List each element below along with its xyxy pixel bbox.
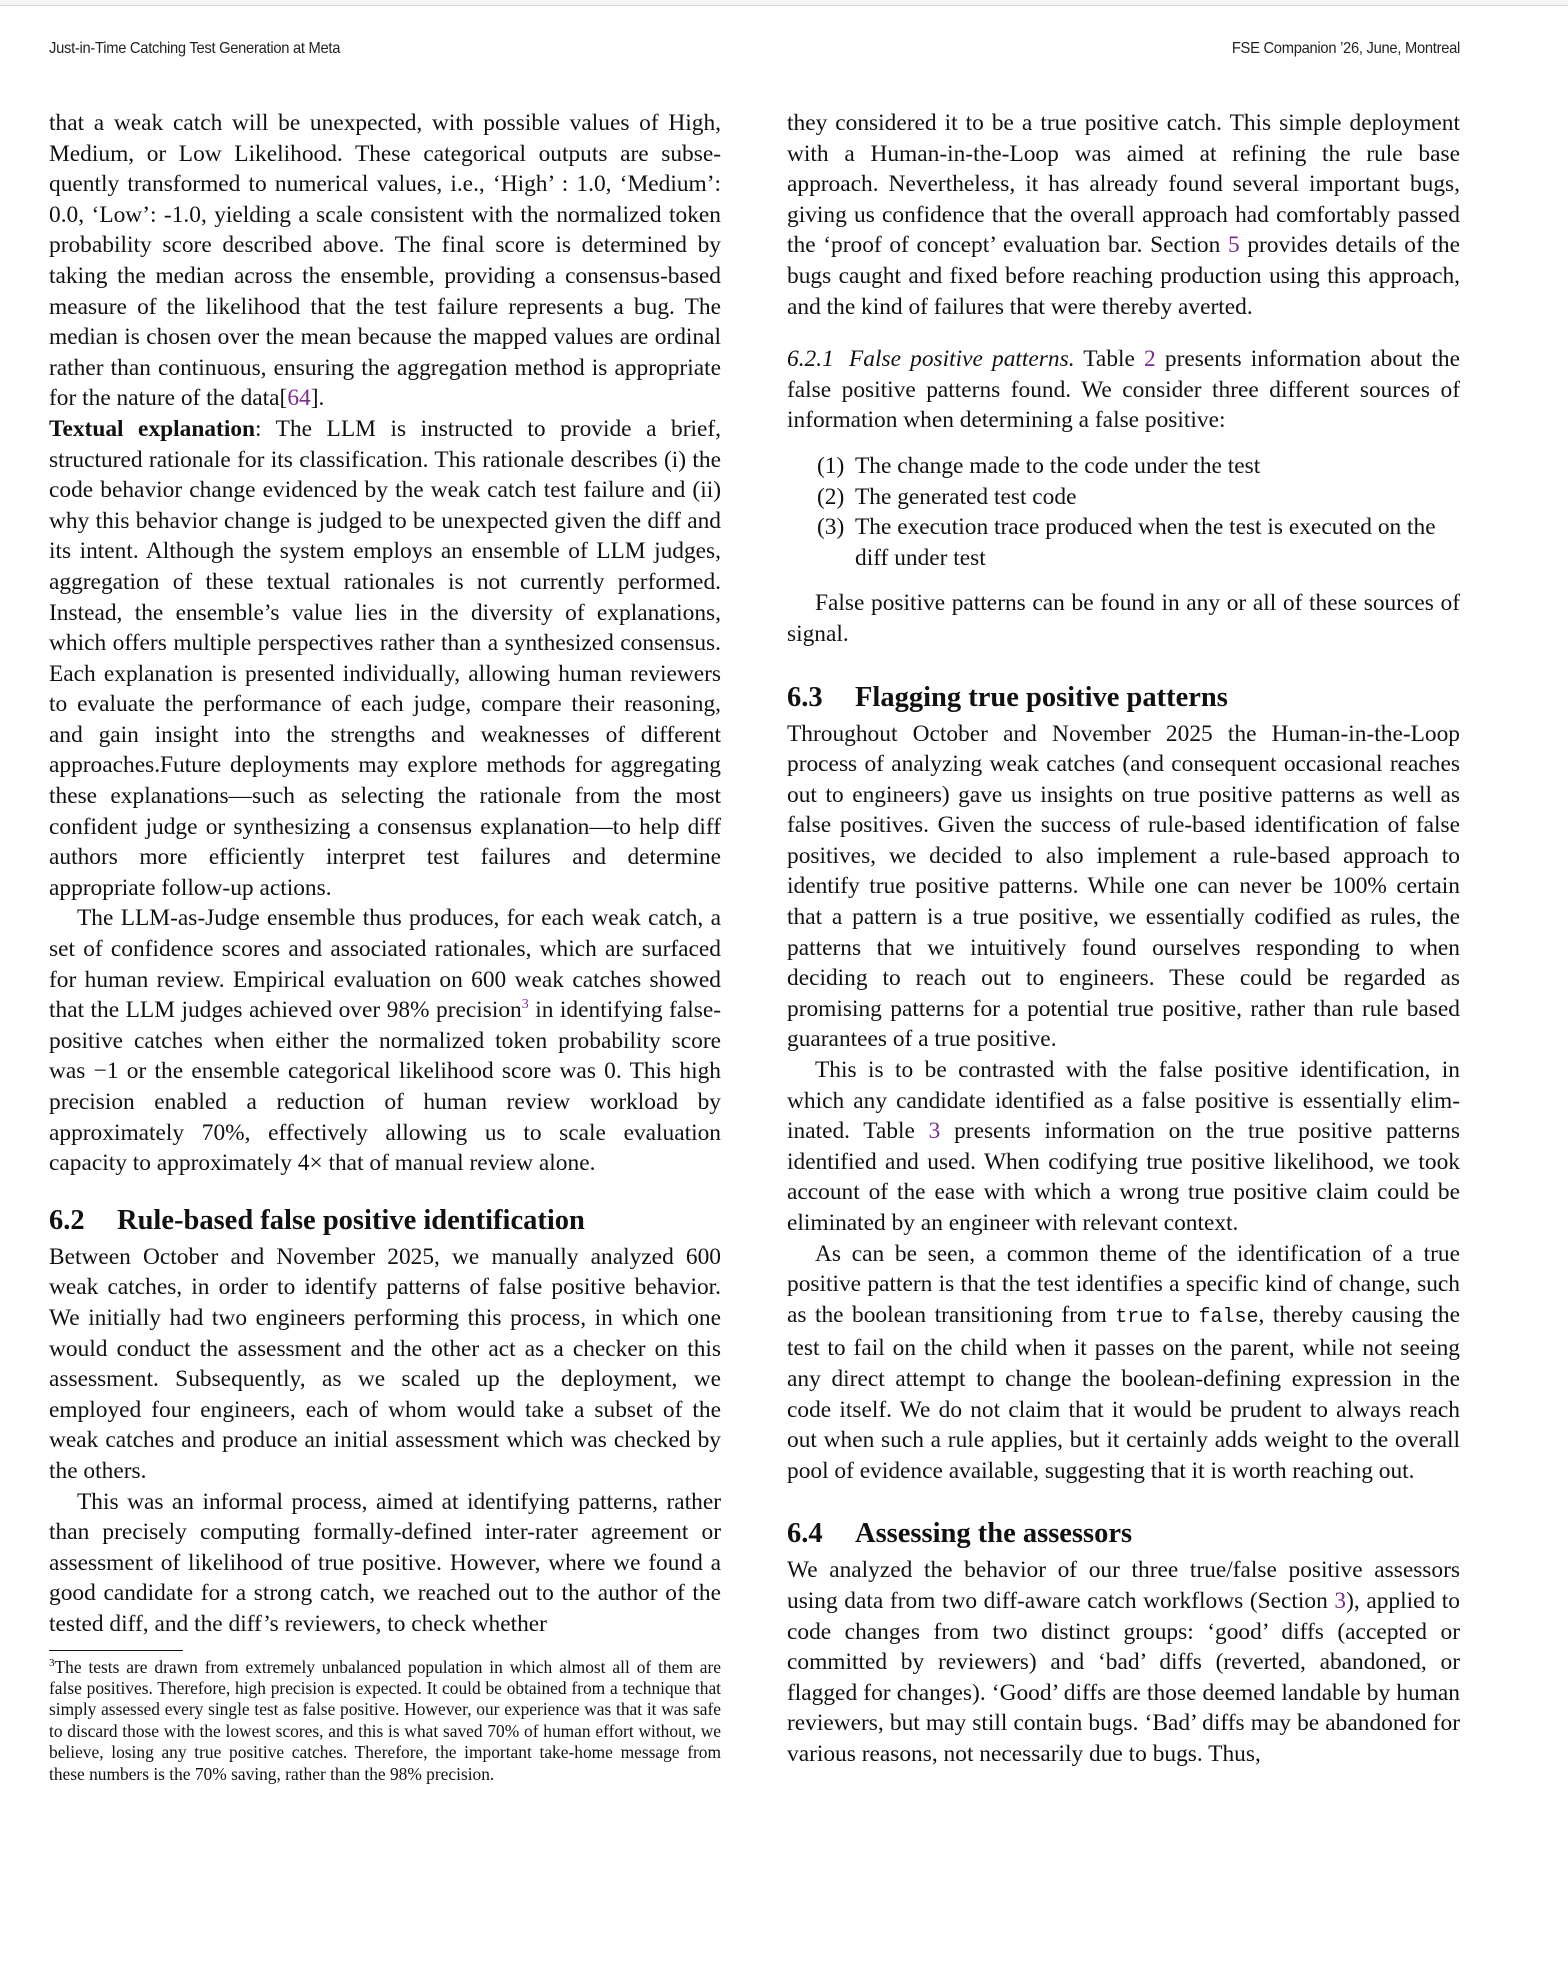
footnote-mark: 3 <box>49 1656 55 1669</box>
paragraph-human-in-the-loop: Throughout October and November 2025 the Human-in-the-Loop process of analyzing weak catches (and consequent occasional reaches out to engineers) gave us insights on true positive patterns as well as false positives. Given the success of rule-based identification of false positives, we decided to also implement a rule-based approach to identify true positive patterns. While one can never be 100% certain that a pattern is a true positive, we essentially codified as rules, the patterns that we intuitively found ourselves responding to when deciding to reach out to engineers. These could be regarded as promising patterns for a potential true positive, rather than rule based guarantees of a true positive. <box>787 720 1460 1053</box>
paragraph-ensemble <box>49 903 721 1178</box>
list-item <box>787 512 1460 573</box>
section-ref-link[interactable]: 5 <box>1227 232 1240 259</box>
section-number: 6.3 <box>787 681 823 713</box>
section-number: 6.4 <box>787 1518 823 1550</box>
paragraph-text: they considered it to be a true positive catch. This simple deployment with a Human-in-the-Loop was aimed at refining the rule base approach. Nevertheless, it has already found several important bugs, giving us confidence that the overall approach had comfortably passed the ‘proof of concept’ evaluation bar. Section <box>787 110 1460 259</box>
paragraph-text: We analyzed the behavior of our three true/false positive assessors using data from two diff-aware catch workflows (Section <box>787 1557 1460 1614</box>
paragraph-informal-process: This was an informal process, aimed at identifying patterns, rather than precisely computing formally-defined inter-rater agreement or assessment of likelihood of true positive. However, where we found a good candidate for a strong catch, we reached out to the author of the tested diff, and the diff’s reviewers, to check whether <box>49 1488 721 1637</box>
list-item-text: The generated test code <box>855 483 1077 510</box>
table-ref-link[interactable]: 2 <box>1144 346 1156 373</box>
inline-code: true <box>1115 1305 1164 1329</box>
section-heading-6-2 <box>49 1203 721 1239</box>
footnote-ref-link[interactable]: 3 <box>521 997 529 1013</box>
inline-code: false <box>1198 1305 1259 1329</box>
list-marker: (3) <box>817 514 845 541</box>
paragraph-text: ]. <box>310 385 325 412</box>
paragraph-text: : The LLM is instructed to provide a brief, structured rationale for its classification. This rationale describes (i) the code behavior change evidenced by the weak catch test failure and (ii) why this behavior change is judged to be unexpected given the diff and its intent. Although the system employs an ensemble of LLM judges, aggregation of these textual rationales is not currently performed. Instead, the ensemble’s value lies in the diversity of explanations, which offers multiple perspectives rather than a synthesized consensus. Each explanation is presented individually, allowing human reviewers to evaluate the performance of each judge, compare their reasoning, and gain insight into the strengths and weaknesses of different approaches.Future deployments may explore methods for aggregating these explanations—such as selecting the rationale from the most confident judge or synthesizing a consensus explanation—to help diff authors more efficiently interpret test failures and determine appropriate follow-up actions. <box>49 415 721 901</box>
paragraph-text: Table <box>1074 346 1145 373</box>
information-sources-list <box>787 451 1460 573</box>
paragraph-text: This is to be contrasted with the false positive identification, in which any candidate identified as a false positive is essentially eliminated. Table <box>787 1057 1460 1145</box>
citation-link[interactable]: 64 <box>287 385 311 412</box>
paragraph-text: in identifying false-positive catches when either the normalized token probability score was −1 or the ensemble categorical likelihood score was 0. This high precision enabled a reduction of human review workload by approximately 70%, effectively allowing us to scale evaluation capacity to approximately 4× that of manual review alone. <box>49 997 721 1177</box>
running-head-venue: FSE Companion ’26, June, Montreal <box>1231 40 1460 57</box>
section-number: 6.2 <box>49 1204 85 1236</box>
subsection-title: False positive patterns. <box>849 346 1075 373</box>
section-ref-link[interactable]: 3 <box>1334 1587 1347 1614</box>
paragraph-signal-sources: False positive patterns can be found in any or all of these sources of signal. <box>787 590 1460 647</box>
paragraph-text: The LLM-as-Judge ensemble thus produces, for each weak catch, a set of confidence scores and associated rationales, which are surfaced for human review. Empirical evaluation on 600 weak catches showed that the LLM judges achieved over 98% precision <box>49 905 721 1024</box>
paragraph-text: ), applied to code changes from two distinct groups: ‘good’ diffs (accepted or committed by reviewers) and ‘bad’ diffs (reverted, abandoned, or flagged for changes). ‘Good’ diffs are those deemed landable by human reviewers, but may still contain bugs. ‘Bad’ diffs may be abandoned for various reasons, not necessarily due to bugs. Thus, <box>787 1587 1460 1767</box>
paragraph-text: to <box>1163 1301 1199 1328</box>
list-item <box>787 482 1460 513</box>
subsection-number: 6.2.1 <box>787 346 834 373</box>
section-heading-6-4 <box>787 1516 1460 1552</box>
paragraph-contrast <box>787 1055 1460 1239</box>
list-item-text: The change made to the code under the test <box>855 452 1261 479</box>
footnote-3 <box>49 1657 721 1785</box>
footnote-text: The tests are drawn from extremely unbalanced population in which almost all of them are false positives. Therefore, high precision is expected. It could be obtained from a technique that simply assessed every single test as false positive. However, our experience was that it was safe to discard those with the lowest scores, and this is what saved 70% of human effort without, we believe, losing any true positive catches. Therefore, the important take-home message from these numbers is the 70% saving, rather than the 98% precision. <box>49 1656 721 1784</box>
subsection-heading <box>787 346 1075 372</box>
running-head-title: Just-in-Time Catching Test Generation at Meta <box>49 40 341 57</box>
section-title: Assessing the assessors <box>855 1518 1133 1550</box>
paragraph-assessors <box>787 1555 1460 1769</box>
list-item <box>787 451 1460 482</box>
paragraph-manual-analysis: Between October and November 2025, we manually analyzed 600 weak catches, in order to identify patterns of false positive behavior. We initially had two engineers performing this process, in which one would conduct the assessment and the other act as a checker on this assessment. Subsequently, as we scaled up the deployment, we employed four engineers, each of whom would take a subset of the weak catches and produce an initial assessment which was checked by the others. <box>49 1243 721 1484</box>
paragraph-textual-explanation <box>49 414 721 904</box>
paragraph-text: , thereby causing the test to fail on the child when it passes on the parent, while not seeing any direct attempt to change the boolean-defining expression in the code itself. We do not claim that it would be prudent to always reach out when such a rule applies, but it certainly adds weight to the overall pool of evidence available, suggesting that it is worth reaching out. <box>787 1301 1460 1484</box>
footnote-divider <box>49 1650 183 1651</box>
list-marker: (2) <box>817 483 845 510</box>
viewer-top-border <box>0 0 1568 6</box>
paragraph-text: provides details of the bugs caught and fixed before reaching production using this approach, and the kind of failures that were thereby averted. <box>787 232 1460 320</box>
paragraph-text: presents information about the false positive patterns found. We consider three different sources of information when determining a false positive: <box>787 346 1460 434</box>
section-title: Flagging true positive patterns <box>855 681 1228 713</box>
list-item-text: The execution trace produced when the test is executed on the diff under test <box>855 514 1436 571</box>
paragraph-text: presents information on the true positive patterns identified and used. When codifying true positive likelihood, we took account of the ease with which a wrong true positive claim could be eliminated by an engineer with relevant context. <box>787 1118 1460 1236</box>
left-column <box>49 108 721 1785</box>
paragraph-common-theme <box>787 1239 1460 1487</box>
list-marker: (1) <box>817 452 845 479</box>
subsection-6-2-1 <box>787 344 1460 436</box>
section-title: Rule-based false positive identification <box>117 1204 585 1236</box>
section-heading-6-3 <box>787 680 1460 716</box>
paragraph-true-positive-catch <box>787 108 1460 322</box>
run-in-heading: Textual explanation <box>49 415 256 442</box>
paragraph-likelihood <box>49 108 721 414</box>
right-column <box>787 108 1460 1770</box>
paragraph-text: As can be seen, a common theme of the identification of a true positive pattern is that the test identifies a specific kind of change, such as the boolean transitioning from <box>787 1240 1460 1328</box>
table-ref-link[interactable]: 3 <box>928 1118 941 1145</box>
paragraph-text: that a weak catch will be unexpected, with possible values of High, Medium, or Low Likelihood. These categorical outputs are subsequently transformed to numerical values, i.e., ‘High’ : 1.0, ‘Medium’: 0.0, ‘Low’: -1.0, yielding a scale consistent with the normalized token probability score described above. The final score is determined by taking the median across the ensemble, providing a consensus-based measure of the likelihood that the test failure represents a bug. The median is chosen over the mean because the mapped values are ordinal rather than continuous, ensuring the aggregation method is appropriate for the nature of the data[ <box>49 110 721 412</box>
